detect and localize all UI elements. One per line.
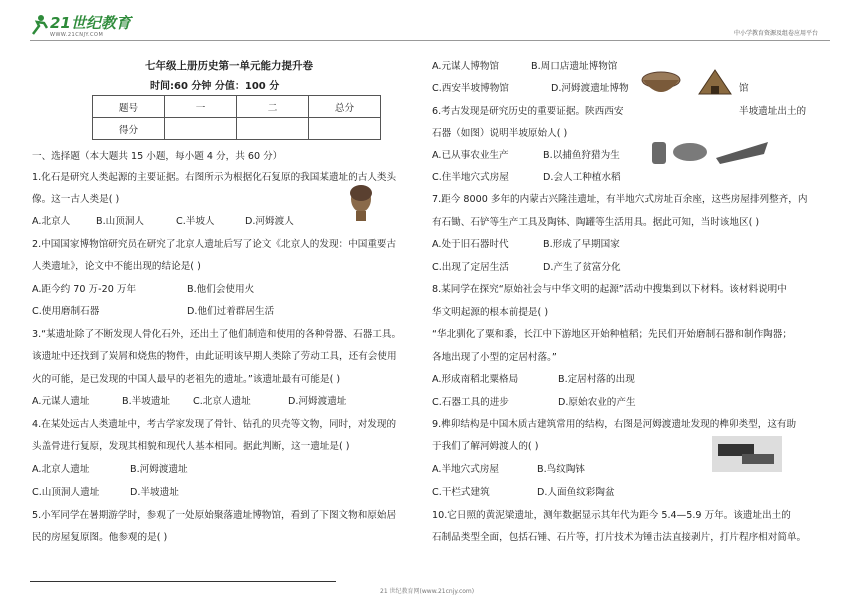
question-text: 石器（如图）说明半坡原始人( ) <box>432 128 568 139</box>
option-d[interactable]: D.会人工种植水稻 <box>543 172 621 183</box>
question-text: 1.化石是研究人类起源的主要证据。右图所示为根据化石复原的我国某遗址的古人类头 <box>32 172 397 183</box>
option-b[interactable]: B.他们会使用火 <box>187 284 255 295</box>
exam-meta: 时间:60 分钟 分值：100 分 <box>150 81 280 92</box>
question-text: 人类遗址》，论文中不能出现的结论是( ) <box>32 261 201 272</box>
question-text: 华文明起源的根本前提是( ) <box>432 307 549 318</box>
question-text: 头盖骨进行复原，发现其相貌和现代人基本相同。据此判断，这一遗址是( ) <box>32 441 350 452</box>
question-text: 8.某同学在探究“原始社会与中华文明的起源”活动中搜集到以下材料。该材料说明中 <box>432 284 787 295</box>
question-text: 有石锄、石铲等生产工具及陶钵、陶罐等生活用具。据此可知，当时该地区( ) <box>432 217 760 228</box>
option-b[interactable]: B.鸟纹陶钵 <box>537 464 586 475</box>
footer-divider <box>30 581 336 582</box>
option-b[interactable]: B.以捕鱼狩猎为生 <box>543 150 620 161</box>
option-c[interactable]: C.使用磨制石器 <box>32 306 100 317</box>
option-a[interactable]: A.处于旧石器时代 <box>432 239 509 250</box>
option-a[interactable]: A.元谋人遗址 <box>32 396 90 407</box>
logo-text: 21世纪教育 <box>50 14 131 32</box>
score-header-cell: 一 <box>165 96 237 118</box>
question-text: 9.榫卯结构是中国木质古建筑常用的结构，右图是河姆渡遗址发现的榫卯类型，这有助 <box>432 419 797 430</box>
runner-logo-icon <box>30 14 48 36</box>
question-text: 石制品类型全面，包括石锤、石片等，打片技术为锤击法直接剥片，打片程序相对简单。 <box>432 532 807 543</box>
question-text: 7.距今 8000 多年的内蒙古兴隆洼遗址，有半地穴式房址百余座，这些房屋排列整齐，内 <box>432 194 808 205</box>
score-input-cell[interactable] <box>165 118 237 140</box>
question-text: 6.考古发现是研究历史的重要证据。陕西西安 <box>432 106 624 117</box>
question-text: 该遗址中还找到了炭屑和烧焦的物件，由此证明该早期人类除了劳动工具，还有会使用 <box>32 351 397 362</box>
exam-title: 七年级上册历史第一单元能力提升卷 <box>145 60 313 72</box>
question-text: 10.它日照的黄泥梁遗址，测年数据显示其年代为距今 5.4—5.9 万年。该遗址出土的 <box>432 510 791 521</box>
logo-url: WWW.21CNJY.COM <box>50 32 104 38</box>
question-text: 半坡遗址出土的 <box>739 106 807 117</box>
score-header-cell: 总分 <box>309 96 381 118</box>
section-heading: 一、选择题（本大题共 15 小题，每小题 4 分，共 60 分） <box>32 151 283 162</box>
option-a[interactable]: A.形成南稻北粟格局 <box>432 374 519 385</box>
mortise-tenon-image <box>712 436 782 472</box>
option-c[interactable]: C.住半地穴式房屋 <box>432 172 509 183</box>
footer-text: 21 世纪教育网(www.21cnjy.com) <box>380 588 475 595</box>
fossil-head-image <box>347 183 375 221</box>
house-reconstruction-image <box>697 68 733 100</box>
option-c[interactable]: C.西安半坡博物馆 <box>432 83 509 94</box>
question-text: 2.中国国家博物馆研究员在研究了北京人遗址后写了论文《北京人的发现：中国重要古 <box>32 239 397 250</box>
score-row-label: 得分 <box>93 118 165 140</box>
question-text: 4.在某处远古人类遗址中，考古学家发现了骨针、钻孔的贝壳等文物，同时，对发现的 <box>32 419 397 430</box>
score-table <box>92 95 381 140</box>
option-b[interactable]: B.形成了早期国家 <box>543 239 620 250</box>
score-table-row <box>93 118 381 140</box>
question-text: 于我们了解河姆渡人的( ) <box>432 441 539 452</box>
score-header-cell: 题号 <box>93 96 165 118</box>
option-d[interactable]: D.产生了贫富分化 <box>543 262 621 273</box>
option-a[interactable]: A.元谋人博物馆 <box>432 61 500 72</box>
option-d[interactable]: D.他们过着群居生活 <box>187 306 275 317</box>
option-b[interactable]: B.周口店遗址博物馆 <box>531 61 618 72</box>
option-d[interactable]: D.原始农业的产生 <box>558 397 636 408</box>
site-logo[interactable] <box>30 12 145 42</box>
option-b[interactable]: B.定居村落的出现 <box>558 374 635 385</box>
option-c[interactable]: C.干栏式建筑 <box>432 487 490 498</box>
question-quote: “华北驯化了粟和黍，长江中下游地区开始种植稻；先民们开始磨制石器和制作陶器； <box>432 329 792 340</box>
option-d-continued: 馆 <box>739 83 749 94</box>
option-b[interactable]: B.半坡遗址 <box>122 396 171 407</box>
option-a[interactable]: A.距今约 70 万-20 万年 <box>32 284 137 295</box>
option-d[interactable]: D.河姆渡遗址 <box>288 396 347 407</box>
header-divider <box>30 40 830 41</box>
question-text: 5.小军同学在暑期游学时，参观了一处原始聚落遗址博物馆，看到了下图文物和原始居 <box>32 510 397 521</box>
option-d[interactable]: D.人面鱼纹彩陶盆 <box>537 487 615 498</box>
question-text: 火的可能，是已发现的中国人最早的老祖先的遗址。”该遗址最有可能是( ) <box>32 374 341 385</box>
option-a[interactable]: A.已从事农业生产 <box>432 150 509 161</box>
option-a[interactable]: A.半地穴式房屋 <box>432 464 500 475</box>
option-a[interactable]: A.北京人遗址 <box>32 464 90 475</box>
option-c[interactable]: C.出现了定居生活 <box>432 262 509 273</box>
stone-tools-image <box>650 136 770 168</box>
option-a[interactable]: A.北京人 <box>32 216 71 227</box>
option-d[interactable]: D.半坡遗址 <box>130 487 179 498</box>
question-text: 像。这一古人类是( ) <box>32 194 120 205</box>
score-table-header-row <box>93 96 381 118</box>
pottery-bowl-image <box>641 70 681 98</box>
option-b[interactable]: B.河姆渡遗址 <box>130 464 188 475</box>
option-c[interactable]: C.北京人遗址 <box>193 396 251 407</box>
score-input-cell[interactable] <box>309 118 381 140</box>
question-quote: 各地出现了小型的定居村落。” <box>432 352 557 363</box>
score-header-cell: 二 <box>237 96 309 118</box>
question-text: 3.“某遗址除了不断发现人骨化石外，还出土了他们制造和使用的各种骨器、石器工具。 <box>32 329 402 340</box>
option-d[interactable]: D.河姆渡遗址博物 <box>551 83 629 94</box>
option-d[interactable]: D.河姆渡人 <box>245 216 294 227</box>
option-b[interactable]: B.山顶洞人 <box>96 216 145 227</box>
option-c[interactable]: C.半坡人 <box>176 216 215 227</box>
question-text: 民的房屋复原图。他参观的是( ) <box>32 532 168 543</box>
option-c[interactable]: C.石器工具的进步 <box>432 397 509 408</box>
score-input-cell[interactable] <box>237 118 309 140</box>
platform-name: 中小学教育资源及组卷应用平台 <box>733 30 818 37</box>
option-c[interactable]: C.山顶洞人遗址 <box>32 487 100 498</box>
